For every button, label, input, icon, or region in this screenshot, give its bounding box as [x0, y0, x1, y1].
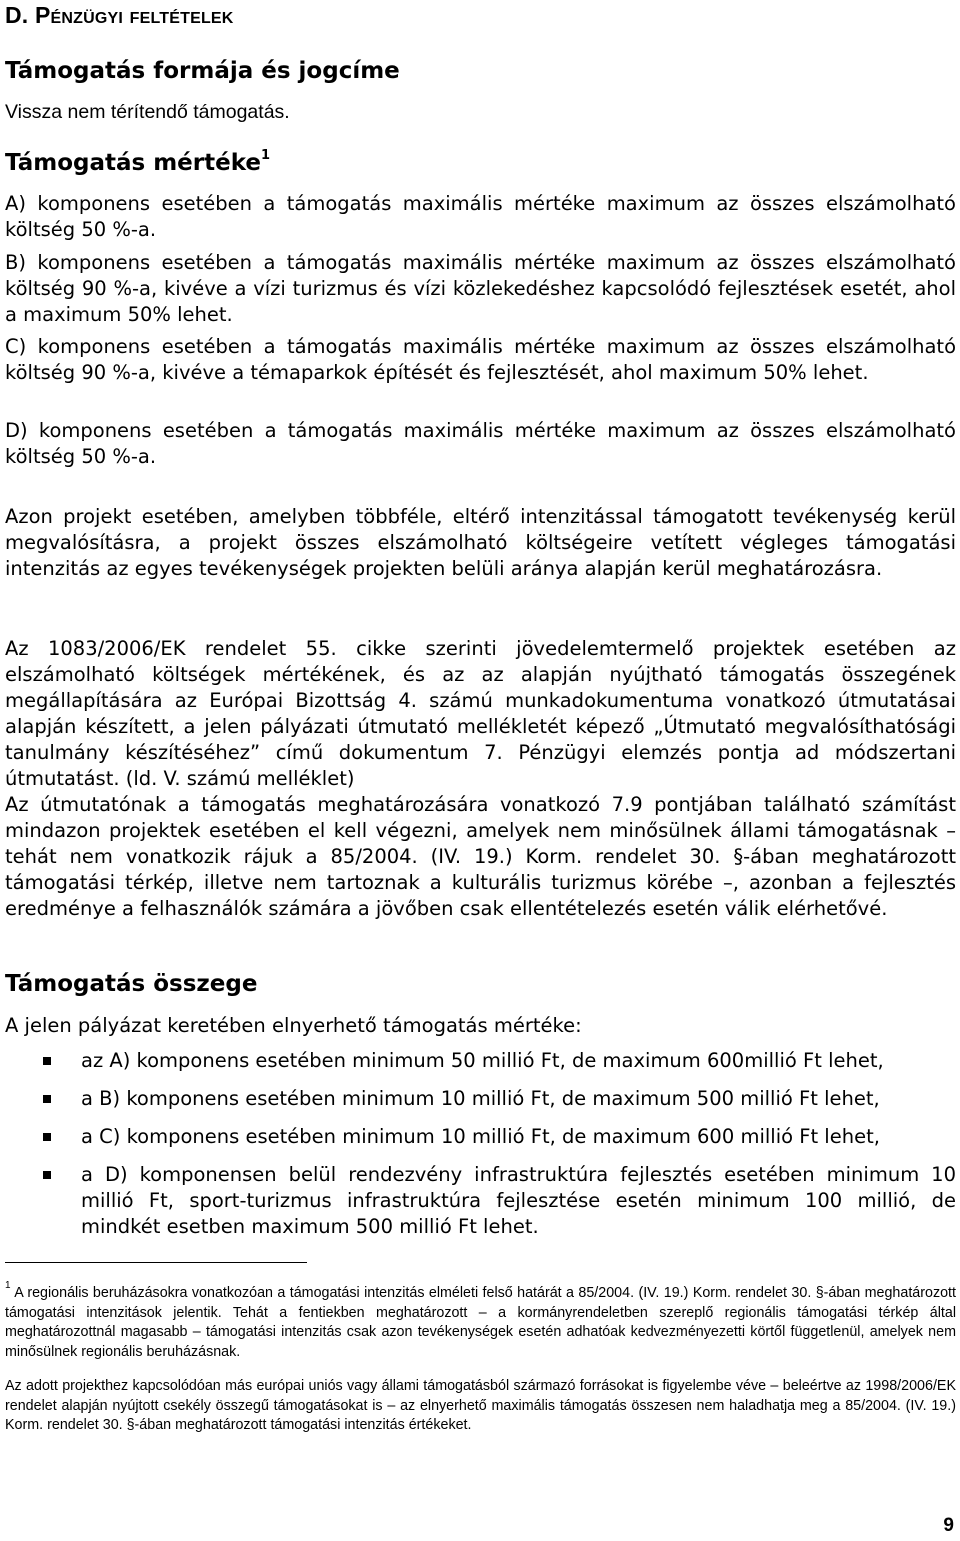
rate-heading — [5, 150, 956, 176]
list-item — [5, 1162, 956, 1240]
footnote-1 — [5, 1280, 956, 1362]
form-text: Vissza nem térítendő támogatás. — [5, 101, 290, 123]
rate-item-c: C) komponens esetében a támogatás maximális mértéke maximum az összes elszámolható költség 90 %-a, kivéve a témaparkok építését és fejlesztését, ahol maximum 50% lehet. — [5, 335, 956, 384]
footnote-text-1: A regionális beruházásokra vonatkozóan a támogatási intenzitás elméleti felső határát a 85/2004. (IV. 19.) Korm. rendelet 30. §-ában meghatározott támogatási intenzitások jelentik. Tehát a fentiekben meghatározott – a kormányrendeletben szereplő regionális támogatási térkép által meghatározottnál magasabb – támogatási intenzitás csak azon tevékenységek esetén adhatóak kedvezményezetti körtől függetlenül, amelyek nem minősülnek regionális beruházásnak. — [5, 1285, 956, 1360]
para-regulation-2: Az útmutatónak a támogatás meghatározására vonatkozó 7.9 pontjában található számítást mindazon projektek esetében el kell végezni, amelyek nem minősülnek állami támogatásnak –tehát nem vonatkozik rájuk a 85/2004. (IV. 19.) Korm. rendelet 30. §-ában meghatározott támogatási térkép, illetve nem tartoznak a kulturális turizmus körébe –, azonban a fejlesztés eredménye a felhasználók számára a jövőben csak ellentételezés esetén válik elérhetővé. — [5, 793, 956, 920]
rate-item-d: D) komponens esetében a támogatás maximális mértéke maximum az összes elszámolható költség 50 %-a. — [5, 419, 956, 468]
amount-heading: Támogatás összege — [5, 971, 258, 997]
list-item-text: az A) komponens esetében minimum 50 millió Ft, de maximum 600millió Ft lehet, — [81, 1049, 884, 1072]
square-bullet-icon — [43, 1057, 51, 1065]
square-bullet-icon — [43, 1171, 51, 1179]
rate-item-a: A) komponens esetében a támogatás maximális mértéke maximum az összes elszámolható költség 50 %-a. — [5, 192, 956, 241]
footnote-separator — [5, 1262, 307, 1263]
amount-list — [5, 1048, 956, 1252]
rate-heading-text: Támogatás mértéke — [5, 150, 261, 176]
footnote-marker: 1 — [5, 1280, 11, 1292]
section-title — [5, 2, 956, 29]
footnote-ref[interactable]: 1 — [261, 148, 271, 164]
list-item-text: a D) komponensen belül rendezvény infrastruktúra fejlesztés esetében minimum 10 millió Ft, sport-turizmus infrastruktúra fejlesztése esetén minimum 100 millió, de mindkét esetben maximum 500 millió Ft lehet. — [81, 1163, 956, 1238]
square-bullet-icon — [43, 1095, 51, 1103]
form-heading: Támogatás formája és jogcíme — [5, 58, 400, 84]
amount-intro: A jelen pályázat keretében elnyerhető támogatás mértéke: — [5, 1014, 582, 1037]
para-regulation-1: Az 1083/2006/EK rendelet 55. cikke szerinti jövedelemtermelő projektek esetében az elszámolható költségek mértékének, és az az alapján nyújtható támogatás összegének megállapítására az Európai Bizottság 4. számú munkadokumentuma vonatkozó útmutatásai alapján készített, a jelen pályázati útmutató mellékletét képező „Útmutató megvalósíthatósági tanulmány készítéséhez” című dokumentum 7. Pénzügyi elemzés pontja ad módszertani útmutatást. (ld. V. számú melléklet) — [5, 637, 956, 790]
list-item-text: a B) komponens esetében minimum 10 millió Ft, de maximum 500 millió Ft lehet, — [81, 1087, 880, 1110]
list-item — [5, 1048, 956, 1074]
para-mixed-intensity: Azon projekt esetében, amelyben többféle, eltérő intenzitással támogatott tevékenység kerül megvalósításra, a projekt összes elszámolható költségeire vetített végleges támogatási intenzitás az egyes tevékenységek projekten belüli aránya alapján kerül meghatározásra. — [5, 505, 956, 580]
rate-item-b: B) komponens esetében a támogatás maximális mértéke maximum az összes elszámolható költség 90 %-a, kivéve a vízi turizmus és vízi közlekedéshez kapcsolódó fejlesztések esetét, ahol a maximum 50% lehet. — [5, 251, 956, 326]
footnote-2: Az adott projekthez kapcsolódóan más európai uniós vagy állami támogatásból származó forrásokat is figyelembe véve – beleértve az 1998/2006/EK rendelet alapján nyújtott csekély összegű támogatásokat is – az elnyerhető maximális támogatás összesen nem haladhatja meg a 85/2004. (IV. 19.) Korm. rendelet 30. §-ában meghatározott támogatási intenzitás értékeket. — [5, 1378, 956, 1433]
list-item — [5, 1086, 956, 1112]
list-item — [5, 1124, 956, 1150]
page-number: 9 — [943, 1515, 954, 1536]
square-bullet-icon — [43, 1133, 51, 1141]
section-title-text: D. Pénzügyi feltételek — [5, 2, 234, 28]
list-item-text: a C) komponens esetében minimum 10 millió Ft, de maximum 600 millió Ft lehet, — [81, 1125, 880, 1148]
